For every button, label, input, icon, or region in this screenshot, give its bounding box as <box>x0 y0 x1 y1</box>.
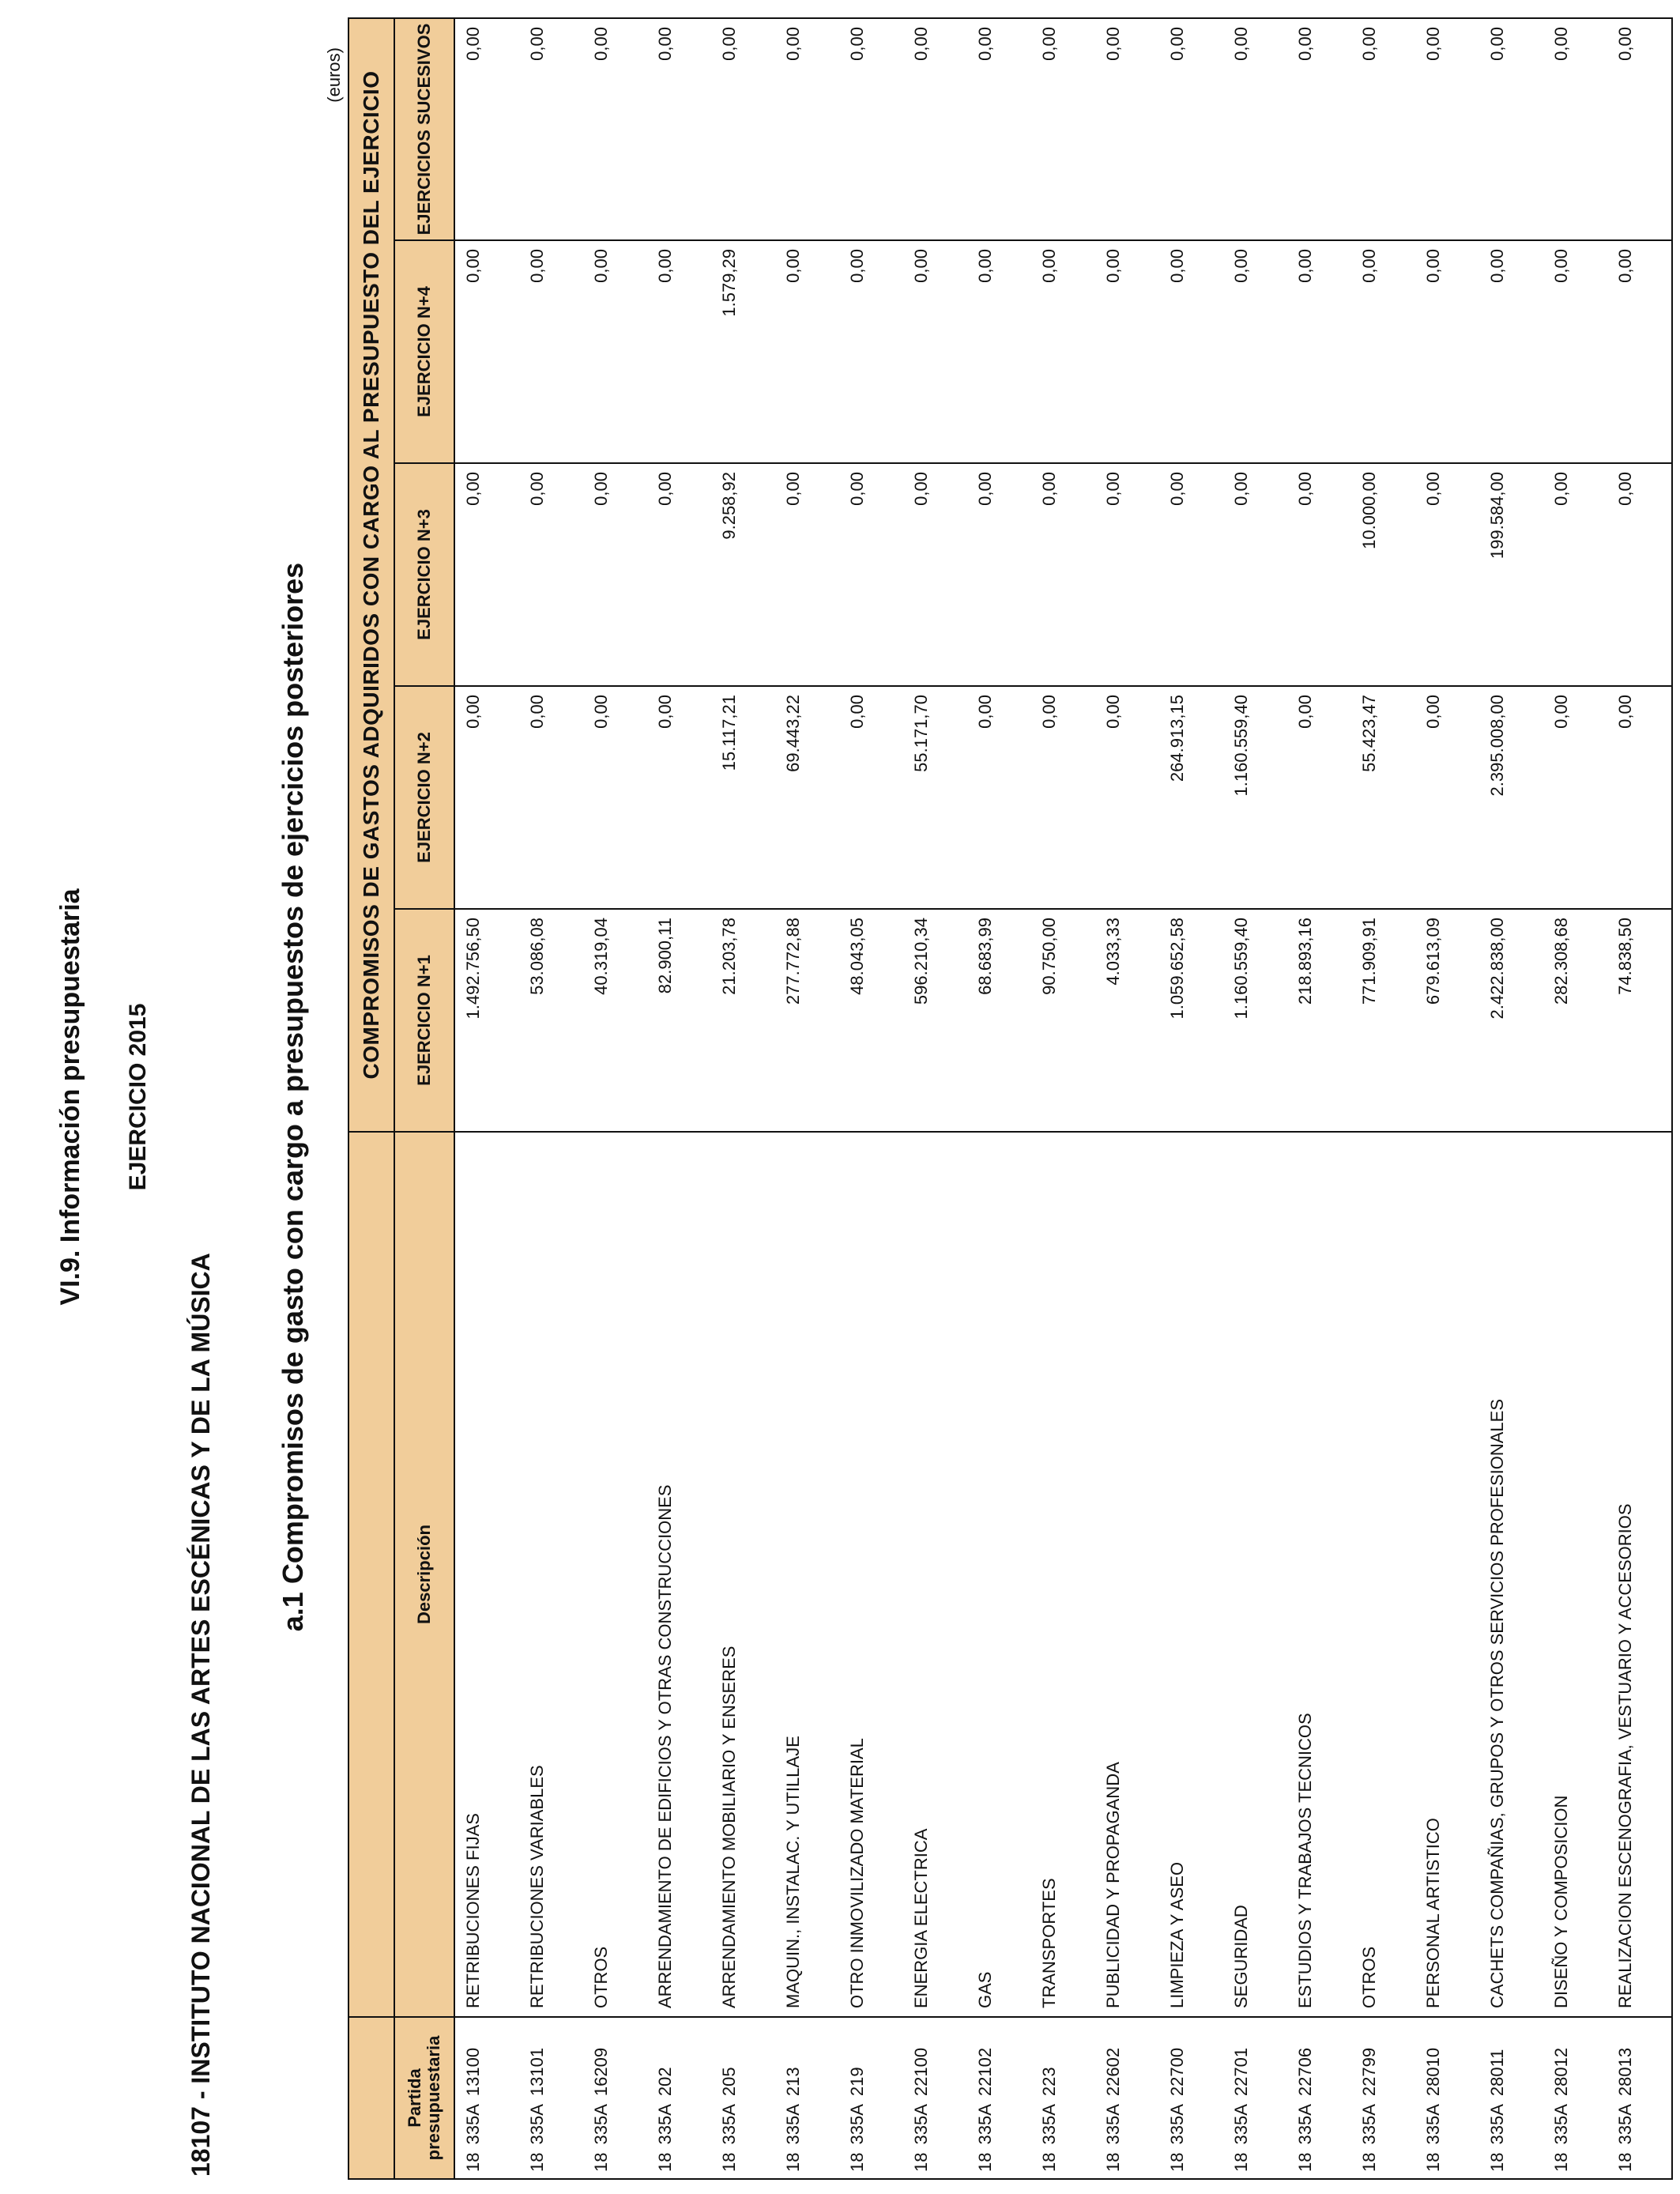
amount-n1-cell: 68.683,99 <box>967 909 1031 1132</box>
table-row <box>647 18 711 2179</box>
amount-n2-cell: 0,00 <box>967 686 1031 909</box>
amount-n4-cell: 0,00 <box>839 240 903 463</box>
partida-programa: 335A <box>527 2104 547 2145</box>
amount-sucesivos-cell: 0,00 <box>1543 18 1607 240</box>
partida-programa: 335A <box>655 2104 675 2145</box>
description-cell: SEGURIDAD <box>1223 1132 1287 2017</box>
partida-cell <box>1543 2017 1607 2179</box>
amount-n3-cell: 0,00 <box>1415 463 1479 686</box>
amount-sucesivos-cell: 0,00 <box>775 18 839 240</box>
partida-cell <box>967 2017 1031 2179</box>
partida-cell <box>711 2017 775 2179</box>
description-cell: RETRIBUCIONES FIJAS <box>454 1132 519 2017</box>
partida-cell <box>1479 2017 1543 2179</box>
amount-n2-cell: 0,00 <box>1607 686 1672 909</box>
amount-n3-cell: 0,00 <box>647 463 711 686</box>
description-cell: ENERGIA ELECTRICA <box>903 1132 967 2017</box>
description-cell: OTRO INMOVILIZADO MATERIAL <box>839 1132 903 2017</box>
amount-sucesivos-cell: 0,00 <box>519 18 583 240</box>
partida-programa: 335A <box>911 2104 931 2145</box>
description-cell: REALIZACION ESCENOGRAFIA, VESTUARIO Y ACCESORIOS <box>1607 1132 1672 2017</box>
amount-n4-cell: 0,00 <box>454 240 519 463</box>
amount-n4-cell: 1.579,29 <box>711 240 775 463</box>
amount-n4-cell: 0,00 <box>967 240 1031 463</box>
partida-concepto: 213 <box>783 2067 803 2097</box>
amount-sucesivos-cell: 0,00 <box>1479 18 1543 240</box>
table-row <box>1479 18 1543 2179</box>
description-cell: ARRENDAMIENTO DE EDIFICIOS Y OTRAS CONSTRUCCIONES <box>647 1132 711 2017</box>
table-row <box>1543 18 1607 2179</box>
amount-n3-cell: 0,00 <box>454 463 519 686</box>
amount-n1-cell: 48.043,05 <box>839 909 903 1132</box>
amount-n1-cell: 218.893,16 <box>1287 909 1351 1132</box>
amount-n1-cell: 53.086,08 <box>519 909 583 1132</box>
amount-n1-cell: 277.772,88 <box>775 909 839 1132</box>
partida-seccion: 18 <box>1167 2152 1187 2172</box>
amount-n3-cell: 0,00 <box>1159 463 1223 686</box>
amount-n3-cell: 9.258,92 <box>711 463 775 686</box>
partida-concepto: 22706 <box>1295 2047 1315 2097</box>
partida-concepto: 22701 <box>1231 2047 1251 2097</box>
amount-n4-cell: 0,00 <box>1415 240 1479 463</box>
amount-n3-cell: 0,00 <box>1223 463 1287 686</box>
table-row <box>454 18 519 2179</box>
amount-n4-cell: 0,00 <box>1351 240 1415 463</box>
amount-sucesivos-cell: 0,00 <box>1287 18 1351 240</box>
partida-programa: 335A <box>1423 2104 1443 2145</box>
partida-programa: 335A <box>1231 2104 1251 2145</box>
description-cell: ESTUDIOS Y TRABAJOS TECNICOS <box>1287 1132 1351 2017</box>
partida-programa: 335A <box>1615 2104 1635 2145</box>
amount-n2-cell: 0,00 <box>1287 686 1351 909</box>
amount-n4-cell: 0,00 <box>1479 240 1543 463</box>
amount-n2-cell: 0,00 <box>647 686 711 909</box>
amount-n3-cell: 199.584,00 <box>1479 463 1543 686</box>
partida-cell <box>454 2017 519 2179</box>
table-row <box>1607 18 1672 2179</box>
partida-concepto: 28012 <box>1551 2047 1571 2097</box>
partida-concepto: 219 <box>847 2067 867 2097</box>
amount-sucesivos-cell: 0,00 <box>1415 18 1479 240</box>
partida-programa: 335A <box>1103 2104 1123 2145</box>
table-row <box>839 18 903 2179</box>
amount-n4-cell: 0,00 <box>1607 240 1672 463</box>
partida-programa: 335A <box>463 2104 483 2145</box>
amount-n4-cell: 0,00 <box>1159 240 1223 463</box>
amount-n3-cell: 0,00 <box>1543 463 1607 686</box>
description-cell: PERSONAL ARTISTICO <box>1415 1132 1479 2017</box>
col-descripcion: Descripción <box>394 1132 454 2017</box>
amount-sucesivos-cell: 0,00 <box>839 18 903 240</box>
partida-programa: 335A <box>1487 2104 1507 2145</box>
amount-n2-cell: 0,00 <box>583 686 647 909</box>
partida-programa: 335A <box>783 2104 803 2145</box>
partida-concepto: 223 <box>1039 2067 1059 2097</box>
partida-cell <box>1287 2017 1351 2179</box>
amount-n2-cell: 0,00 <box>1031 686 1095 909</box>
amount-n3-cell: 0,00 <box>775 463 839 686</box>
partida-seccion: 18 <box>783 2152 803 2172</box>
partida-cell <box>903 2017 967 2179</box>
description-cell: DISEÑO Y COMPOSICION <box>1543 1132 1607 2017</box>
partida-cell <box>839 2017 903 2179</box>
partida-cell <box>647 2017 711 2179</box>
amount-n2-cell: 0,00 <box>519 686 583 909</box>
partida-seccion: 18 <box>1231 2152 1251 2172</box>
amount-n4-cell: 0,00 <box>583 240 647 463</box>
partida-concepto: 22602 <box>1103 2047 1123 2097</box>
partida-seccion: 18 <box>847 2152 867 2172</box>
amount-n3-cell: 0,00 <box>583 463 647 686</box>
units-label: (euros) <box>324 47 344 103</box>
col-n2: EJERCICIO N+2 <box>394 686 454 909</box>
commitments-table <box>348 17 1673 2180</box>
description-cell: PUBLICIDAD Y PROPAGANDA <box>1095 1132 1159 2017</box>
amount-n1-cell: 1.492.756,50 <box>454 909 519 1132</box>
entity-name: 18107 - INSTITUTO NACIONAL DE LAS ARTES ESCÉNICAS Y DE LA MÚSICA <box>186 1253 215 2177</box>
table-row <box>583 18 647 2179</box>
partida-programa: 335A <box>847 2104 867 2145</box>
amount-n1-cell: 74.838,50 <box>1607 909 1672 1132</box>
amount-n3-cell: 0,00 <box>1095 463 1159 686</box>
amount-n4-cell: 0,00 <box>647 240 711 463</box>
partida-programa: 335A <box>719 2104 739 2145</box>
partida-concepto: 22799 <box>1359 2047 1379 2097</box>
table-row <box>519 18 583 2179</box>
amount-n1-cell: 596.210,34 <box>903 909 967 1132</box>
partida-seccion: 18 <box>975 2152 995 2172</box>
partida-seccion: 18 <box>1039 2152 1059 2172</box>
partida-concepto: 202 <box>655 2067 675 2097</box>
amount-n2-cell: 1.160.559,40 <box>1223 686 1287 909</box>
partida-seccion: 18 <box>1615 2152 1635 2172</box>
amount-n3-cell: 0,00 <box>903 463 967 686</box>
partida-concepto: 205 <box>719 2067 739 2097</box>
partida-cell <box>519 2017 583 2179</box>
partida-seccion: 18 <box>1551 2152 1571 2172</box>
partida-seccion: 18 <box>591 2152 611 2172</box>
amount-n1-cell: 82.900,11 <box>647 909 711 1132</box>
amount-n4-cell: 0,00 <box>1287 240 1351 463</box>
amount-n1-cell: 21.203,78 <box>711 909 775 1132</box>
partida-cell <box>1415 2017 1479 2179</box>
partida-cell <box>1223 2017 1287 2179</box>
partida-seccion: 18 <box>1423 2152 1443 2172</box>
partida-seccion: 18 <box>1103 2152 1123 2172</box>
amount-sucesivos-cell: 0,00 <box>903 18 967 240</box>
table-row <box>1287 18 1351 2179</box>
partida-cell <box>1351 2017 1415 2179</box>
amount-sucesivos-cell: 0,00 <box>583 18 647 240</box>
partida-concepto: 13101 <box>527 2047 547 2097</box>
partida-seccion: 18 <box>463 2152 483 2172</box>
partida-seccion: 18 <box>1487 2152 1507 2172</box>
col-partida: Partida presupuestaria <box>394 2017 454 2179</box>
partida-concepto: 28011 <box>1487 2049 1507 2097</box>
partida-programa: 335A <box>591 2104 611 2145</box>
page-title: VI.9. Información presupuestaria <box>55 888 85 1306</box>
partida-programa: 335A <box>975 2104 995 2145</box>
partida-programa: 335A <box>1359 2104 1379 2145</box>
amount-n2-cell: 69.443,22 <box>775 686 839 909</box>
amount-n4-cell: 0,00 <box>903 240 967 463</box>
amount-sucesivos-cell: 0,00 <box>454 18 519 240</box>
amount-n2-cell: 264.913,15 <box>1159 686 1223 909</box>
table-row <box>711 18 775 2179</box>
partida-concepto: 22100 <box>911 2047 931 2097</box>
partida-programa: 335A <box>1167 2104 1187 2145</box>
col-n3: EJERCICIO N+3 <box>394 463 454 686</box>
amount-sucesivos-cell: 0,00 <box>647 18 711 240</box>
partida-seccion: 18 <box>1359 2152 1379 2172</box>
description-cell: LIMPIEZA Y ASEO <box>1159 1132 1223 2017</box>
table-row <box>967 18 1031 2179</box>
partida-cell <box>1031 2017 1095 2179</box>
description-cell: OTROS <box>583 1132 647 2017</box>
partida-seccion: 18 <box>527 2152 547 2172</box>
table-row <box>1159 18 1223 2179</box>
description-cell: CACHETS COMPAÑIAS, GRUPOS Y OTROS SERVICIOS PROFESIONALES <box>1479 1132 1543 2017</box>
amount-n3-cell: 0,00 <box>967 463 1031 686</box>
description-cell: MAQUIN., INSTALAC. Y UTILLAJE <box>775 1132 839 2017</box>
partida-seccion: 18 <box>1295 2152 1315 2172</box>
description-cell: ARRENDAMIENTO MOBILIARIO Y ENSERES <box>711 1132 775 2017</box>
amount-n2-cell: 55.423,47 <box>1351 686 1415 909</box>
partida-concepto: 28013 <box>1615 2047 1635 2097</box>
amount-n4-cell: 0,00 <box>1223 240 1287 463</box>
amount-n1-cell: 771.909,91 <box>1351 909 1415 1132</box>
amount-n2-cell: 15.117,21 <box>711 686 775 909</box>
table-row <box>1351 18 1415 2179</box>
amount-sucesivos-cell: 0,00 <box>1607 18 1672 240</box>
amount-n3-cell: 10.000,00 <box>1351 463 1415 686</box>
amount-sucesivos-cell: 0,00 <box>711 18 775 240</box>
table-row <box>1223 18 1287 2179</box>
partida-programa: 335A <box>1295 2104 1315 2145</box>
amount-sucesivos-cell: 0,00 <box>1031 18 1095 240</box>
amount-n2-cell: 0,00 <box>839 686 903 909</box>
amount-n4-cell: 0,00 <box>1543 240 1607 463</box>
amount-n1-cell: 2.422.838,00 <box>1479 909 1543 1132</box>
amount-sucesivos-cell: 0,00 <box>1223 18 1287 240</box>
col-sucesivos: EJERCICIOS SUCESIVOS <box>394 18 454 240</box>
description-cell: TRANSPORTES <box>1031 1132 1095 2017</box>
amount-n2-cell: 2.395.008,00 <box>1479 686 1543 909</box>
description-cell: GAS <box>967 1132 1031 2017</box>
partida-concepto: 28010 <box>1423 2047 1443 2097</box>
partida-concepto: 22102 <box>975 2047 995 2097</box>
table-row <box>1031 18 1095 2179</box>
amount-n3-cell: 0,00 <box>519 463 583 686</box>
amount-sucesivos-cell: 0,00 <box>1095 18 1159 240</box>
amount-n2-cell: 0,00 <box>1415 686 1479 909</box>
partida-concepto: 22700 <box>1167 2047 1187 2097</box>
partida-cell <box>1095 2017 1159 2179</box>
amount-n4-cell: 0,00 <box>519 240 583 463</box>
partida-cell <box>1607 2017 1672 2179</box>
amount-sucesivos-cell: 0,00 <box>1351 18 1415 240</box>
exercise-year: EJERCICIO 2015 <box>125 1003 151 1191</box>
amount-n1-cell: 1.160.559,40 <box>1223 909 1287 1132</box>
header-blank <box>348 1132 394 2017</box>
col-n1: EJERCICIO N+1 <box>394 909 454 1132</box>
partida-seccion: 18 <box>719 2152 739 2172</box>
amount-n2-cell: 55.171,70 <box>903 686 967 909</box>
amount-sucesivos-cell: 0,00 <box>967 18 1031 240</box>
amount-n1-cell: 4.033,33 <box>1095 909 1159 1132</box>
amount-n4-cell: 0,00 <box>775 240 839 463</box>
table-row <box>1415 18 1479 2179</box>
partida-cell <box>1159 2017 1223 2179</box>
amount-n2-cell: 0,00 <box>454 686 519 909</box>
amount-n4-cell: 0,00 <box>1095 240 1159 463</box>
section-subtitle: a.1 Compromisos de gasto con cargo a presupuestos de ejercicios posteriores <box>277 562 309 1632</box>
amount-n2-cell: 0,00 <box>1095 686 1159 909</box>
table-row <box>775 18 839 2179</box>
amount-n1-cell: 1.059.652,58 <box>1159 909 1223 1132</box>
col-n4: EJERCICIO N+4 <box>394 240 454 463</box>
partida-seccion: 18 <box>655 2152 675 2172</box>
amount-n2-cell: 0,00 <box>1543 686 1607 909</box>
partida-seccion: 18 <box>911 2152 931 2172</box>
partida-cell <box>583 2017 647 2179</box>
amount-n1-cell: 40.319,04 <box>583 909 647 1132</box>
amount-n1-cell: 679.613,09 <box>1415 909 1479 1132</box>
partida-programa: 335A <box>1039 2104 1059 2145</box>
partida-concepto: 13100 <box>463 2047 483 2097</box>
table-row <box>903 18 967 2179</box>
amount-n3-cell: 0,00 <box>839 463 903 686</box>
amount-n3-cell: 0,00 <box>1031 463 1095 686</box>
amount-n1-cell: 282.308,68 <box>1543 909 1607 1132</box>
amount-n3-cell: 0,00 <box>1287 463 1351 686</box>
partida-cell <box>775 2017 839 2179</box>
partida-programa: 335A <box>1551 2104 1571 2145</box>
amount-sucesivos-cell: 0,00 <box>1159 18 1223 240</box>
description-cell: RETRIBUCIONES VARIABLES <box>519 1132 583 2017</box>
partida-concepto: 16209 <box>591 2047 611 2097</box>
amount-n4-cell: 0,00 <box>1031 240 1095 463</box>
group-header: COMPROMISOS DE GASTOS ADQUIRIDOS CON CARGO AL PRESUPUESTO DEL EJERCICIO <box>348 18 394 1132</box>
amount-n1-cell: 90.750,00 <box>1031 909 1095 1132</box>
description-cell: OTROS <box>1351 1132 1415 2017</box>
header-blank <box>348 2017 394 2179</box>
table-row <box>1095 18 1159 2179</box>
amount-n3-cell: 0,00 <box>1607 463 1672 686</box>
